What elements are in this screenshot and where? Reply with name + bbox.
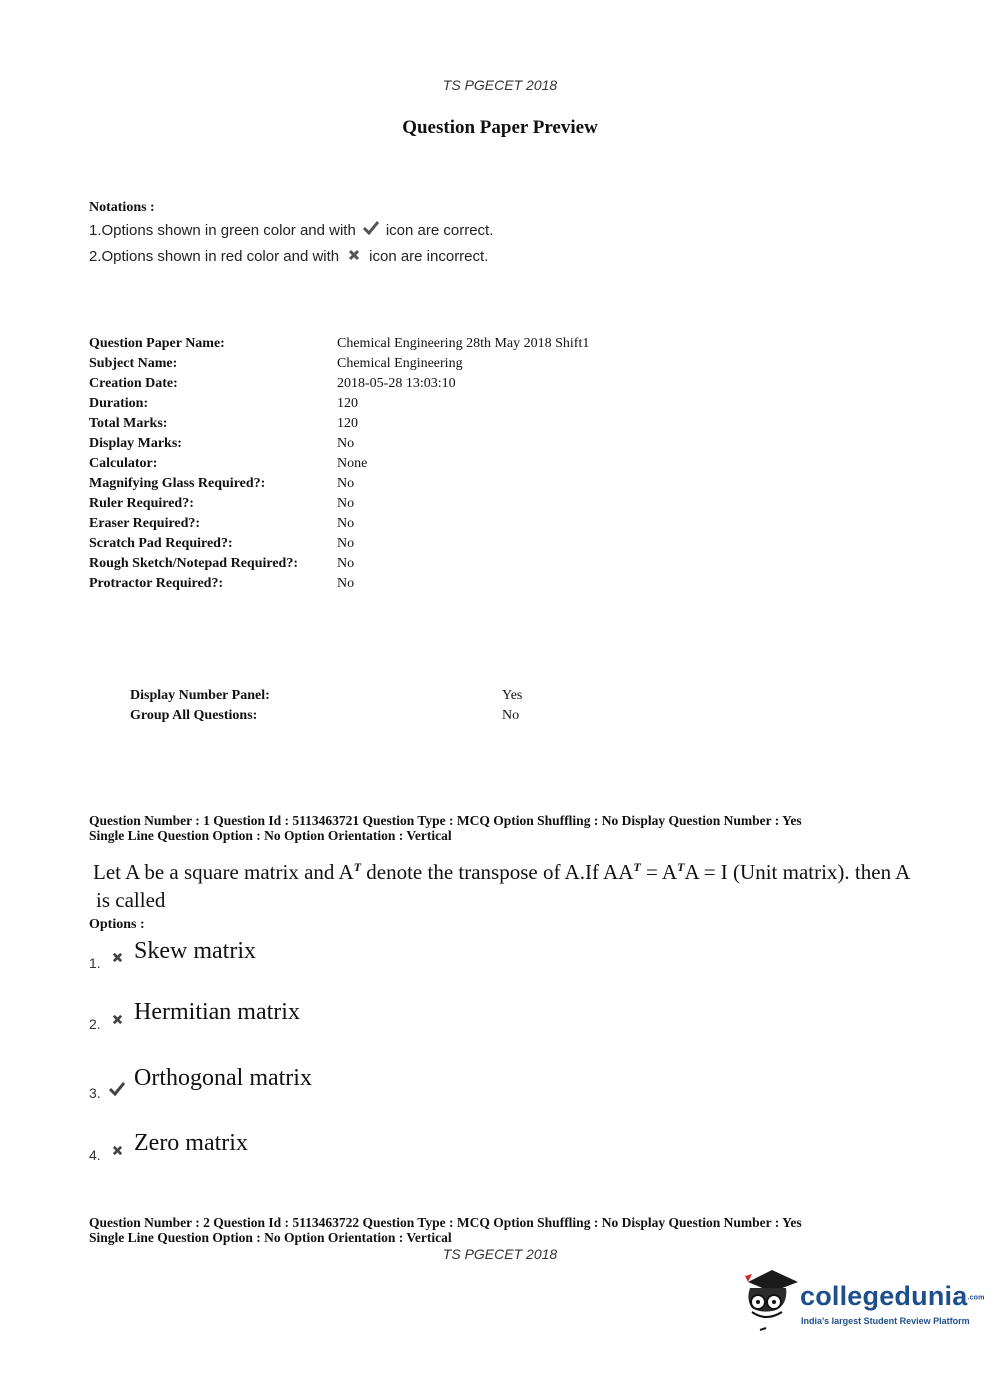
- option-text: Orthogonal matrix: [134, 1065, 312, 1091]
- option-text: Skew matrix: [134, 938, 256, 964]
- page-header-exam: TS PGECET 2018: [442, 77, 558, 93]
- question-1-meta: [89, 813, 919, 843]
- question-2-meta: [89, 1215, 919, 1245]
- info-row-rough-sketch: [89, 556, 789, 576]
- question-text-part: denote the transpose of A.If AA: [361, 860, 634, 884]
- info-value: 2018-05-28 13:03:10: [337, 376, 456, 391]
- question-text-part: = A: [640, 860, 678, 884]
- info-row-eraser: [89, 516, 789, 536]
- info-value: No: [337, 536, 355, 551]
- info-row-scratch-pad: [89, 536, 789, 556]
- info-label: Question Paper Name:: [89, 336, 225, 351]
- mascot-icon: [742, 1268, 804, 1338]
- cross-icon: [345, 248, 363, 265]
- check-icon: [362, 221, 380, 239]
- question-text-part: A = I (Unit matrix). then A: [684, 860, 911, 884]
- question-meta-line: Single Line Question Option : No Option Orientation : Vertical: [89, 1230, 452, 1245]
- notation-text: 2.Options shown in red color and with: [89, 248, 340, 265]
- question-meta-line: Question Number : 1 Question Id : 5113463721 Question Type : MCQ Option Shuffling : No Display Question Number : Yes: [89, 813, 802, 828]
- info-label: Duration:: [89, 396, 149, 411]
- superscript-t: T: [677, 860, 685, 874]
- info-value: Chemical Engineering: [337, 356, 463, 371]
- question-text-part: Let A be a square matrix and A: [93, 860, 354, 884]
- info-row-calculator: [89, 456, 789, 476]
- notations-label: Notations :: [89, 200, 155, 215]
- logo-name: collegedunia: [800, 1281, 968, 1311]
- superscript-t: T: [353, 860, 362, 874]
- panel-value: Yes: [502, 688, 523, 703]
- option-number: 2.: [89, 1016, 101, 1032]
- question-meta-line: Single Line Question Option : No Option Orientation : Vertical: [89, 828, 452, 843]
- logo-wordmark: [800, 1281, 985, 1312]
- info-row-display-marks: [89, 436, 789, 456]
- info-label: Calculator:: [89, 456, 158, 471]
- info-value: No: [337, 516, 355, 531]
- info-label: Display Marks:: [89, 436, 182, 451]
- cross-icon: [108, 1012, 126, 1030]
- info-value: No: [337, 496, 355, 511]
- info-value: 120: [337, 416, 358, 431]
- notation-text: icon are incorrect.: [369, 248, 489, 265]
- info-value: No: [337, 436, 355, 451]
- cross-icon: [108, 1143, 126, 1161]
- notation-text: icon are correct.: [385, 221, 494, 239]
- cross-icon: [108, 950, 126, 968]
- option-text: Hermitian matrix: [134, 999, 300, 1025]
- info-label: Magnifying Glass Required?:: [89, 476, 266, 491]
- panel-label: Display Number Panel:: [130, 688, 270, 703]
- notation-line-incorrect: [89, 248, 488, 265]
- options-label: Options :: [89, 917, 145, 932]
- logo-suffix: .com: [967, 1294, 985, 1302]
- info-label: Rough Sketch/Notepad Required?:: [89, 556, 298, 571]
- info-value: None: [337, 456, 368, 471]
- notation-line-correct: [89, 221, 493, 239]
- info-value: 120: [337, 396, 358, 411]
- info-label: Scratch Pad Required?:: [89, 536, 233, 551]
- check-icon: [108, 1082, 126, 1101]
- option-number: 1.: [89, 955, 101, 971]
- page-title: Question Paper Preview: [402, 117, 598, 138]
- info-value: No: [337, 556, 355, 571]
- notation-text: 1.Options shown in green color and with: [89, 221, 356, 239]
- info-row-subject: [89, 356, 789, 376]
- info-row-creation-date: [89, 376, 789, 396]
- info-label: Creation Date:: [89, 376, 178, 391]
- info-value: Chemical Engineering 28th May 2018 Shift1: [337, 336, 590, 351]
- info-row-magnifying-glass: [89, 476, 789, 496]
- option-number: 4.: [89, 1147, 101, 1163]
- info-label: Ruler Required?:: [89, 496, 194, 511]
- panel-row-display-number: [130, 688, 630, 704]
- question-1-text: [93, 853, 923, 914]
- info-row-ruler: [89, 496, 789, 516]
- option-text: Zero matrix: [134, 1130, 248, 1156]
- info-label: Protractor Required?:: [89, 576, 224, 591]
- info-row-duration: [89, 396, 789, 416]
- info-row-protractor: [89, 576, 789, 596]
- logo-tagline: India's largest Student Review Platform: [801, 1316, 970, 1326]
- info-label: Subject Name:: [89, 356, 178, 371]
- info-row-paper-name: [89, 336, 789, 356]
- info-value: No: [337, 476, 355, 491]
- panel-label: Group All Questions:: [130, 708, 258, 723]
- question-text-part: is called: [96, 888, 166, 912]
- info-label: Eraser Required?:: [89, 516, 201, 531]
- info-label: Total Marks:: [89, 416, 168, 431]
- info-row-total-marks: [89, 416, 789, 436]
- question-meta-line: Question Number : 2 Question Id : 5113463722 Question Type : MCQ Option Shuffling : No Display Question Number : Yes: [89, 1215, 802, 1230]
- superscript-t: T: [633, 860, 641, 874]
- info-value: No: [337, 576, 355, 591]
- page-footer-exam: TS PGECET 2018: [442, 1246, 558, 1262]
- option-number: 3.: [89, 1085, 101, 1101]
- panel-row-group-questions: [130, 708, 630, 724]
- panel-value: No: [502, 708, 520, 723]
